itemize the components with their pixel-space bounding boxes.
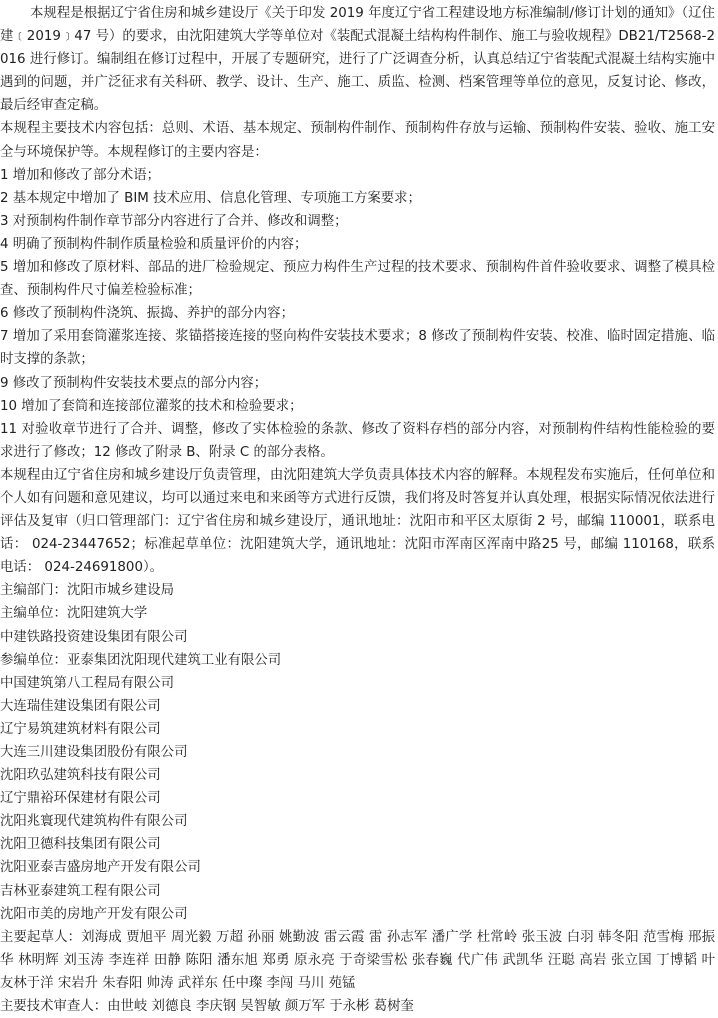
main-drafters: 主要起草人：刘海成 贾旭平 周光毅 万超 孙丽 姚勤波 雷云霞 雷 孙志军 潘广学 杜常岭 张玉波 白羽 韩冬阳 范雪梅 邢振华 林明辉 刘玉涛 李连祥 田静 陈阳 潘东旭 郑勇 原永亮 于奇梁雪松 张春巍 代广伟 武凯华 汪聪 高岩 张立国 丁博韬 叶友林于洋 宋岩升 朱春阳 帅涛 武祥东 任中璨 李闯 马川 苑锰	[0, 929, 716, 991]
list-item: 4 明确了预制构件制作质量检验和质量评价的内容；	[0, 236, 308, 252]
chief-department: 主编部门：沈阳市城乡建设局	[0, 583, 175, 599]
main-reviewers: 主要技术审查人：由世岐 刘德良 李庆钢 吴智敏 颜万军 于永彬 葛树奎	[0, 999, 414, 1015]
organization-line: 沈阳兆寰现代建筑构件有限公司	[0, 814, 188, 830]
organization-line: 沈阳亚泰吉盛房地产开发有限公司	[0, 860, 201, 876]
chief-editor-unit: 主编单位：沈阳建筑大学	[0, 606, 148, 622]
organization-line: 沈阳卫德科技集团有限公司	[0, 837, 161, 853]
paragraph-management: 本规程由辽宁省住房和城乡建设厅负责管理，由沈阳建筑大学负责具体技术内容的解释。本规程发布实施后，任何单位和个人如有问题和意见建议，均可以通过来电和来函等方式进行反馈，我们将及时答复并认真处理，根据实际情况依法进行评估及复审（归口管理部门：辽宁省住房和城乡建设厅，通讯地址：沈阳市和平区太原街 2 号，邮编 110001，联系电话： 024-23447652；标准起草单位：沈阳建筑大学，通讯地址：沈阳市浑南区浑南中路25 号，邮编 110168，联系电话： 024-24691800）。	[0, 467, 715, 576]
list-item: 3 对预制构件制作章节部分内容进行了合并、修改和调整；	[0, 213, 348, 229]
organization-line: 中国建筑第八工程局有限公司	[0, 675, 175, 691]
organization-line: 大连瑞佳建设集团有限公司	[0, 698, 161, 714]
list-item: 6 修改了预制构件浇筑、振捣、养护的部分内容；	[0, 306, 294, 322]
list-item: 7 增加了采用套筒灌浆连接、浆锚搭接连接的竖向构件安装技术要求；8 修改了预制构件安装、校准、临时固定措施、临时支撑的条款；	[0, 329, 715, 368]
organization-line: 沈阳市美的房地产开发有限公司	[0, 906, 188, 922]
list-item: 10 增加了套筒和连接部位灌浆的技术和检验要求；	[0, 398, 303, 414]
paragraph-technical-content: 本规程主要技术内容包括：总则、术语、基本规定、预制构件制作、预制构件存放与运输、预制构件安装、验收、施工安全与环境保护等。本规程修订的主要内容是：	[0, 121, 715, 160]
organization-line: 吉林亚泰建筑工程有限公司	[0, 883, 161, 899]
organization-line: 辽宁易筑建筑材料有限公司	[0, 721, 161, 737]
organization-line: 沈阳玖弘建筑科技有限公司	[0, 768, 161, 784]
list-item: 11 对验收章节进行了合并、调整，修改了实体检验的条款、修改了资料存档的部分内容，对预制构件结构性能检验的要求进行了修改；12 修改了附录 B、附录 C 的部分表格。	[0, 421, 715, 460]
participating-units: 参编单位：亚泰集团沈阳现代建筑工业有限公司	[0, 652, 282, 668]
list-item: 5 增加和修改了原材料、部品的进厂检验规定、预应力构件生产过程的技术要求、预制构件首件验收要求、调整了模具检查、预制构件尺寸偏差检验标准；	[0, 260, 715, 299]
paragraph-intro: 本规程是根据辽宁省住房和城乡建设厅《关于印发 2019 年度辽宁省工程建设地方标准编制/修订计划的通知》（辽住建﹝2019﹞47 号）的要求，由沈阳建筑大学等单位对《装配式混凝土结构构件制作、施工与验收规程》DB21/T2568-2016 进行修订。编制组在修订过程中，开展了专题研究，进行了广泛调查分析，认真总结辽宁省装配式混凝土结构实施中遇到的问题，并广泛征求有关科研、教学、设计、生产、施工、质监、检测、档案管理等单位的意见，反复讨论、修改，最后经审查定稿。	[0, 6, 715, 114]
list-item: 1 增加和修改了部分术语；	[0, 167, 161, 183]
organization-line: 大连三川建设集团股份有限公司	[0, 745, 188, 760]
list-item: 9 修改了预制构件安装技术要点的部分内容；	[0, 375, 268, 391]
list-item: 2 基本规定中增加了 BIM 技术应用、信息化管理、专项施工方案要求；	[0, 190, 421, 206]
organization-line: 中建铁路投资建设集团有限公司	[0, 629, 188, 645]
organization-line: 辽宁鼎裕环保建材有限公司	[0, 791, 161, 807]
